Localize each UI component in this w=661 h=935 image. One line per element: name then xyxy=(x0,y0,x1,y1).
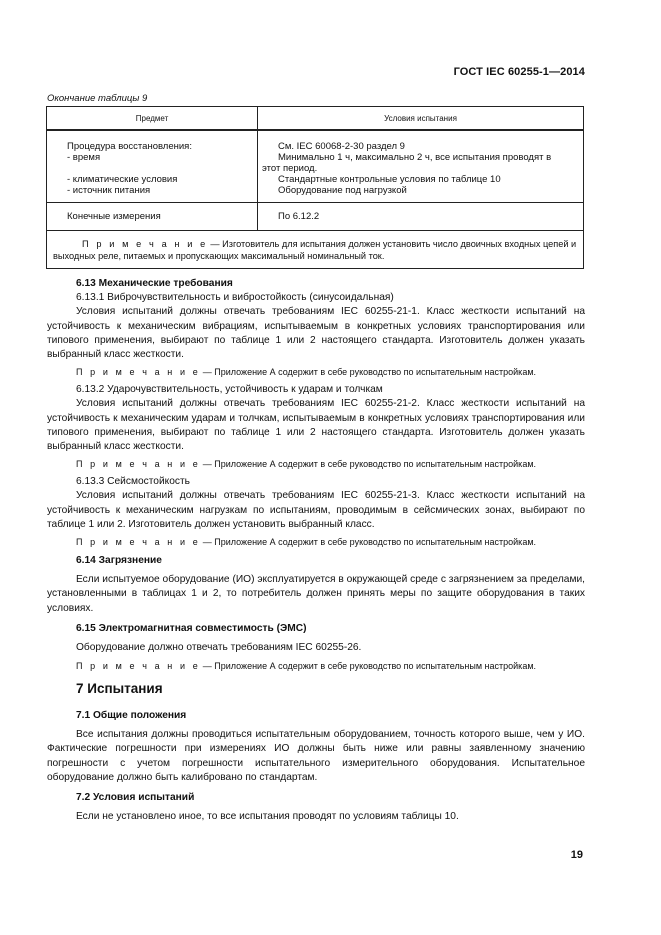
table-note xyxy=(47,231,584,269)
section-title: 6.13 Механические требования xyxy=(76,278,233,289)
note-label: П р и м е ч а н и е xyxy=(82,239,208,249)
note-text: — Приложение А содержит в себе руководство по испытательным настройкам. xyxy=(200,367,537,378)
table-cell-subject xyxy=(47,130,258,203)
table-header-row xyxy=(47,107,584,131)
paragraph: Условия испытаний должны отвечать требованиям IEC 60255-21-1. Класс жесткости испытаний на устойчивость к механическим вибрациям, испытываемым в конкретных условиях транспортирования или типового применения, выбирают по таблице 1 или 2 настоящего стандарта. Изготовитель должен указать выбранный класс жесткости. xyxy=(47,306,585,361)
page-number: 19 xyxy=(570,849,583,861)
table-note-row xyxy=(47,231,584,269)
table-row xyxy=(47,203,584,231)
paragraph: Условия испытаний должны отвечать требованиям IEC 60255-21-2. Класс жесткости испытаний на устойчивость к механическим ударам и толчкам, испытываемым в конкретных условиях транспортирования или типового применения, выбирают по таблице 1 или 2 настоящего стандарта. Изготовитель должен указать выбранный класс жесткости. xyxy=(47,398,585,453)
cell-line: - климатические условия xyxy=(67,174,178,185)
section-7 xyxy=(47,709,585,824)
table-caption: Окончание таблицы 9 xyxy=(47,93,148,104)
subsection-title: 6.13.1 Виброчувствительность и вибростойкость (синусоидальная) xyxy=(76,292,394,304)
table-row xyxy=(47,130,584,203)
table-cell-conditions xyxy=(258,130,584,203)
note-text: — Приложение А содержит в себе руководство по испытательным настройкам. xyxy=(200,661,537,672)
section-title: 6.14 Загрязнение xyxy=(76,555,162,567)
cell-line: См. IEC 60068-2-30 раздел 9 xyxy=(278,141,405,152)
note xyxy=(47,536,585,548)
note xyxy=(47,660,585,672)
column-header-conditions: Условия испытания xyxy=(258,107,584,131)
standard-header: ГОСТ IEC 60255-1—2014 xyxy=(453,66,585,78)
paragraph: Если испытуемое оборудование (ИО) эксплуатируется в окружающей среде с загрязнением за пределами, установленными в таблицах 1 и 2, то потребитель должен принять меры по защите оборудования в таких условиях. xyxy=(47,574,585,614)
paragraph: Условия испытаний должны отвечать требованиям IEC 60255-21-3. Класс жесткости испытаний на устойчивость к механическим нагрузкам по испытаниям, проводимым в сейсмических зонах, выбирают по таблице 1 или 2. Изготовитель должен установить выбранный класс. xyxy=(47,490,585,530)
table-cell-conditions: По 6.12.2 xyxy=(258,203,584,231)
cell-line: - время xyxy=(67,152,101,163)
cell-line: этот период. xyxy=(262,163,318,174)
note xyxy=(47,458,585,470)
cell-line: Процедура восстановления: xyxy=(67,141,192,152)
section-title: 6.15 Электромагнитная совместимость (ЭМС) xyxy=(76,622,307,634)
column-header-subject: Предмет xyxy=(47,107,258,131)
note-text: — Приложение А содержит в себе руководство по испытательным настройкам. xyxy=(200,459,537,470)
cell-line: - источник питания xyxy=(67,185,151,196)
cell-line: Минимально 1 ч, максимально 2 ч, все испытания проводят в xyxy=(278,152,552,163)
subsection-title: 6.13.2 Ударочувствительность, устойчивость к ударам и толчкам xyxy=(76,384,383,396)
section-6-13 xyxy=(47,277,585,672)
note-label: П р и м е ч а н и е xyxy=(76,367,201,378)
paragraph: Все испытания должны проводиться испытательным оборудованием, точность которого выше, чем у ИО. Фактические погрешности при измерениях ИО должны быть ниже или равны заявленному значению погрешности с учетом погрешности испытательного измерительного оборудования. Испытательное оборудование должно быть калибровано по стандартам. xyxy=(47,729,585,783)
note-text: — Изготовитель для испытания должен установить число двоичных входных цепей и выходных реле, питаемых и пропускающих максимальный номинальный ток. xyxy=(53,239,577,261)
paragraph: Если не установлено иное, то все испытания проводят по условиям таблицы 10. xyxy=(76,811,459,823)
table-9 xyxy=(46,106,584,269)
section-title: 7.2 Условия испытаний xyxy=(76,792,195,804)
cell-line: Оборудование под нагрузкой xyxy=(278,185,407,196)
cell-line: Стандартные контрольные условия по таблице 10 xyxy=(278,174,501,185)
note-label: П р и м е ч а н и е xyxy=(76,459,201,470)
paragraph: Оборудование должно отвечать требованиям IEC 60255-26. xyxy=(76,642,362,654)
section-title: 7.1 Общие положения xyxy=(76,710,187,721)
note-label: П р и м е ч а н и е xyxy=(76,661,201,672)
chapter-title: 7 Испытания xyxy=(76,681,163,696)
table-cell-subject: Конечные измерения xyxy=(47,203,258,231)
note-text: — Приложение А содержит в себе руководство по испытательным настройкам. xyxy=(200,537,537,548)
note-label: П р и м е ч а н и е xyxy=(76,537,201,548)
subsection-title: 6.13.3 Сейсмостойкость xyxy=(76,476,190,488)
note xyxy=(47,366,585,378)
